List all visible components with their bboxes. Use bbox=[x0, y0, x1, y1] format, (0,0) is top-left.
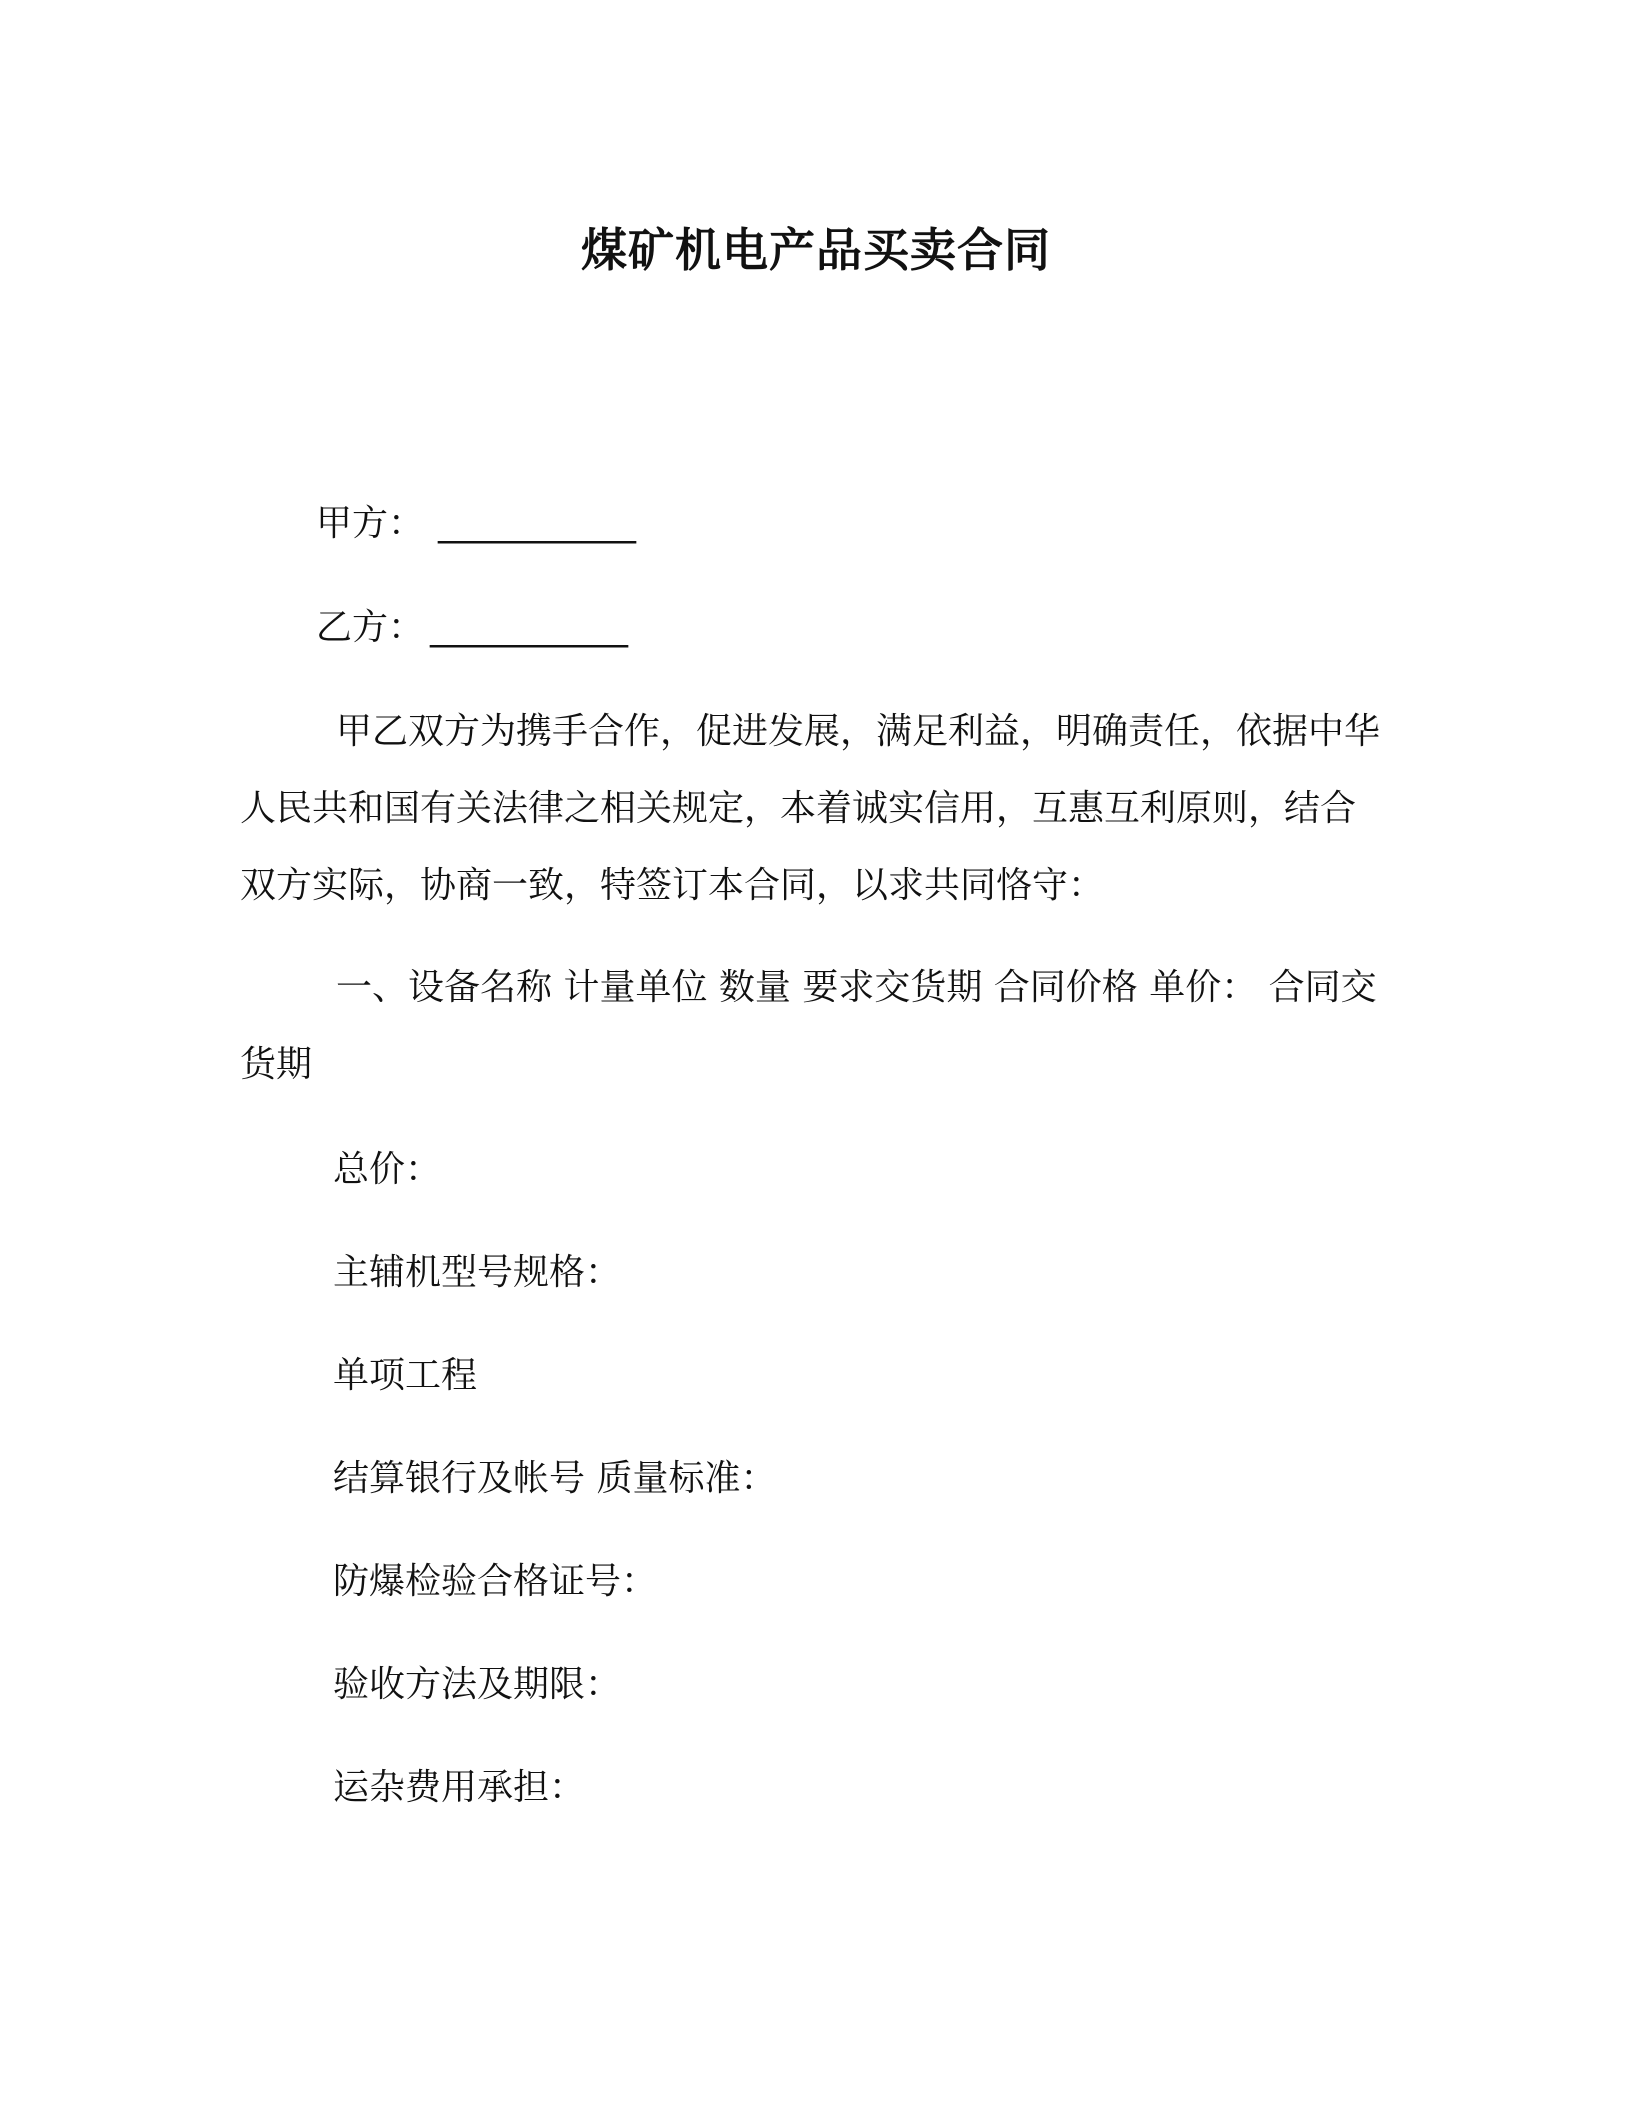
party-a-line bbox=[316, 500, 636, 548]
field-bank-quality: 结算银行及帐号 质量标准： bbox=[333, 1458, 777, 1499]
field-acceptance: 验收方法及期限： bbox=[333, 1664, 622, 1705]
party-a-blank: ___________ bbox=[438, 503, 637, 544]
party-b-line bbox=[316, 604, 628, 652]
field-freight: 运杂费用承担： bbox=[333, 1767, 586, 1808]
field-model-spec: 主辅机型号规格： bbox=[333, 1252, 622, 1293]
party-a-label: 甲方： bbox=[316, 503, 425, 544]
document-title: 煤矿机电产品买卖合同 bbox=[581, 223, 1051, 277]
party-b-label: 乙方： bbox=[316, 607, 425, 648]
field-certificate-no: 防爆检验合格证号： bbox=[333, 1561, 658, 1602]
field-total-price: 总价： bbox=[333, 1149, 442, 1190]
party-b-blank: ___________ bbox=[430, 607, 629, 648]
field-single-project: 单项工程 bbox=[333, 1355, 478, 1396]
intro-paragraph: 甲乙双方为携手合作，促进发展，满足利益，明确责任，依据中华人民共和国有关法律之相关规定，本着诚实信用，互惠互利原则，结合双方实际，协商一致，特签订本合同，以求共同恪守： bbox=[240, 711, 1381, 906]
clause-1-paragraph: 一、设备名称 计量单位 数量 要求交货期 合同价格 单价： 合同交货期 bbox=[240, 967, 1377, 1085]
